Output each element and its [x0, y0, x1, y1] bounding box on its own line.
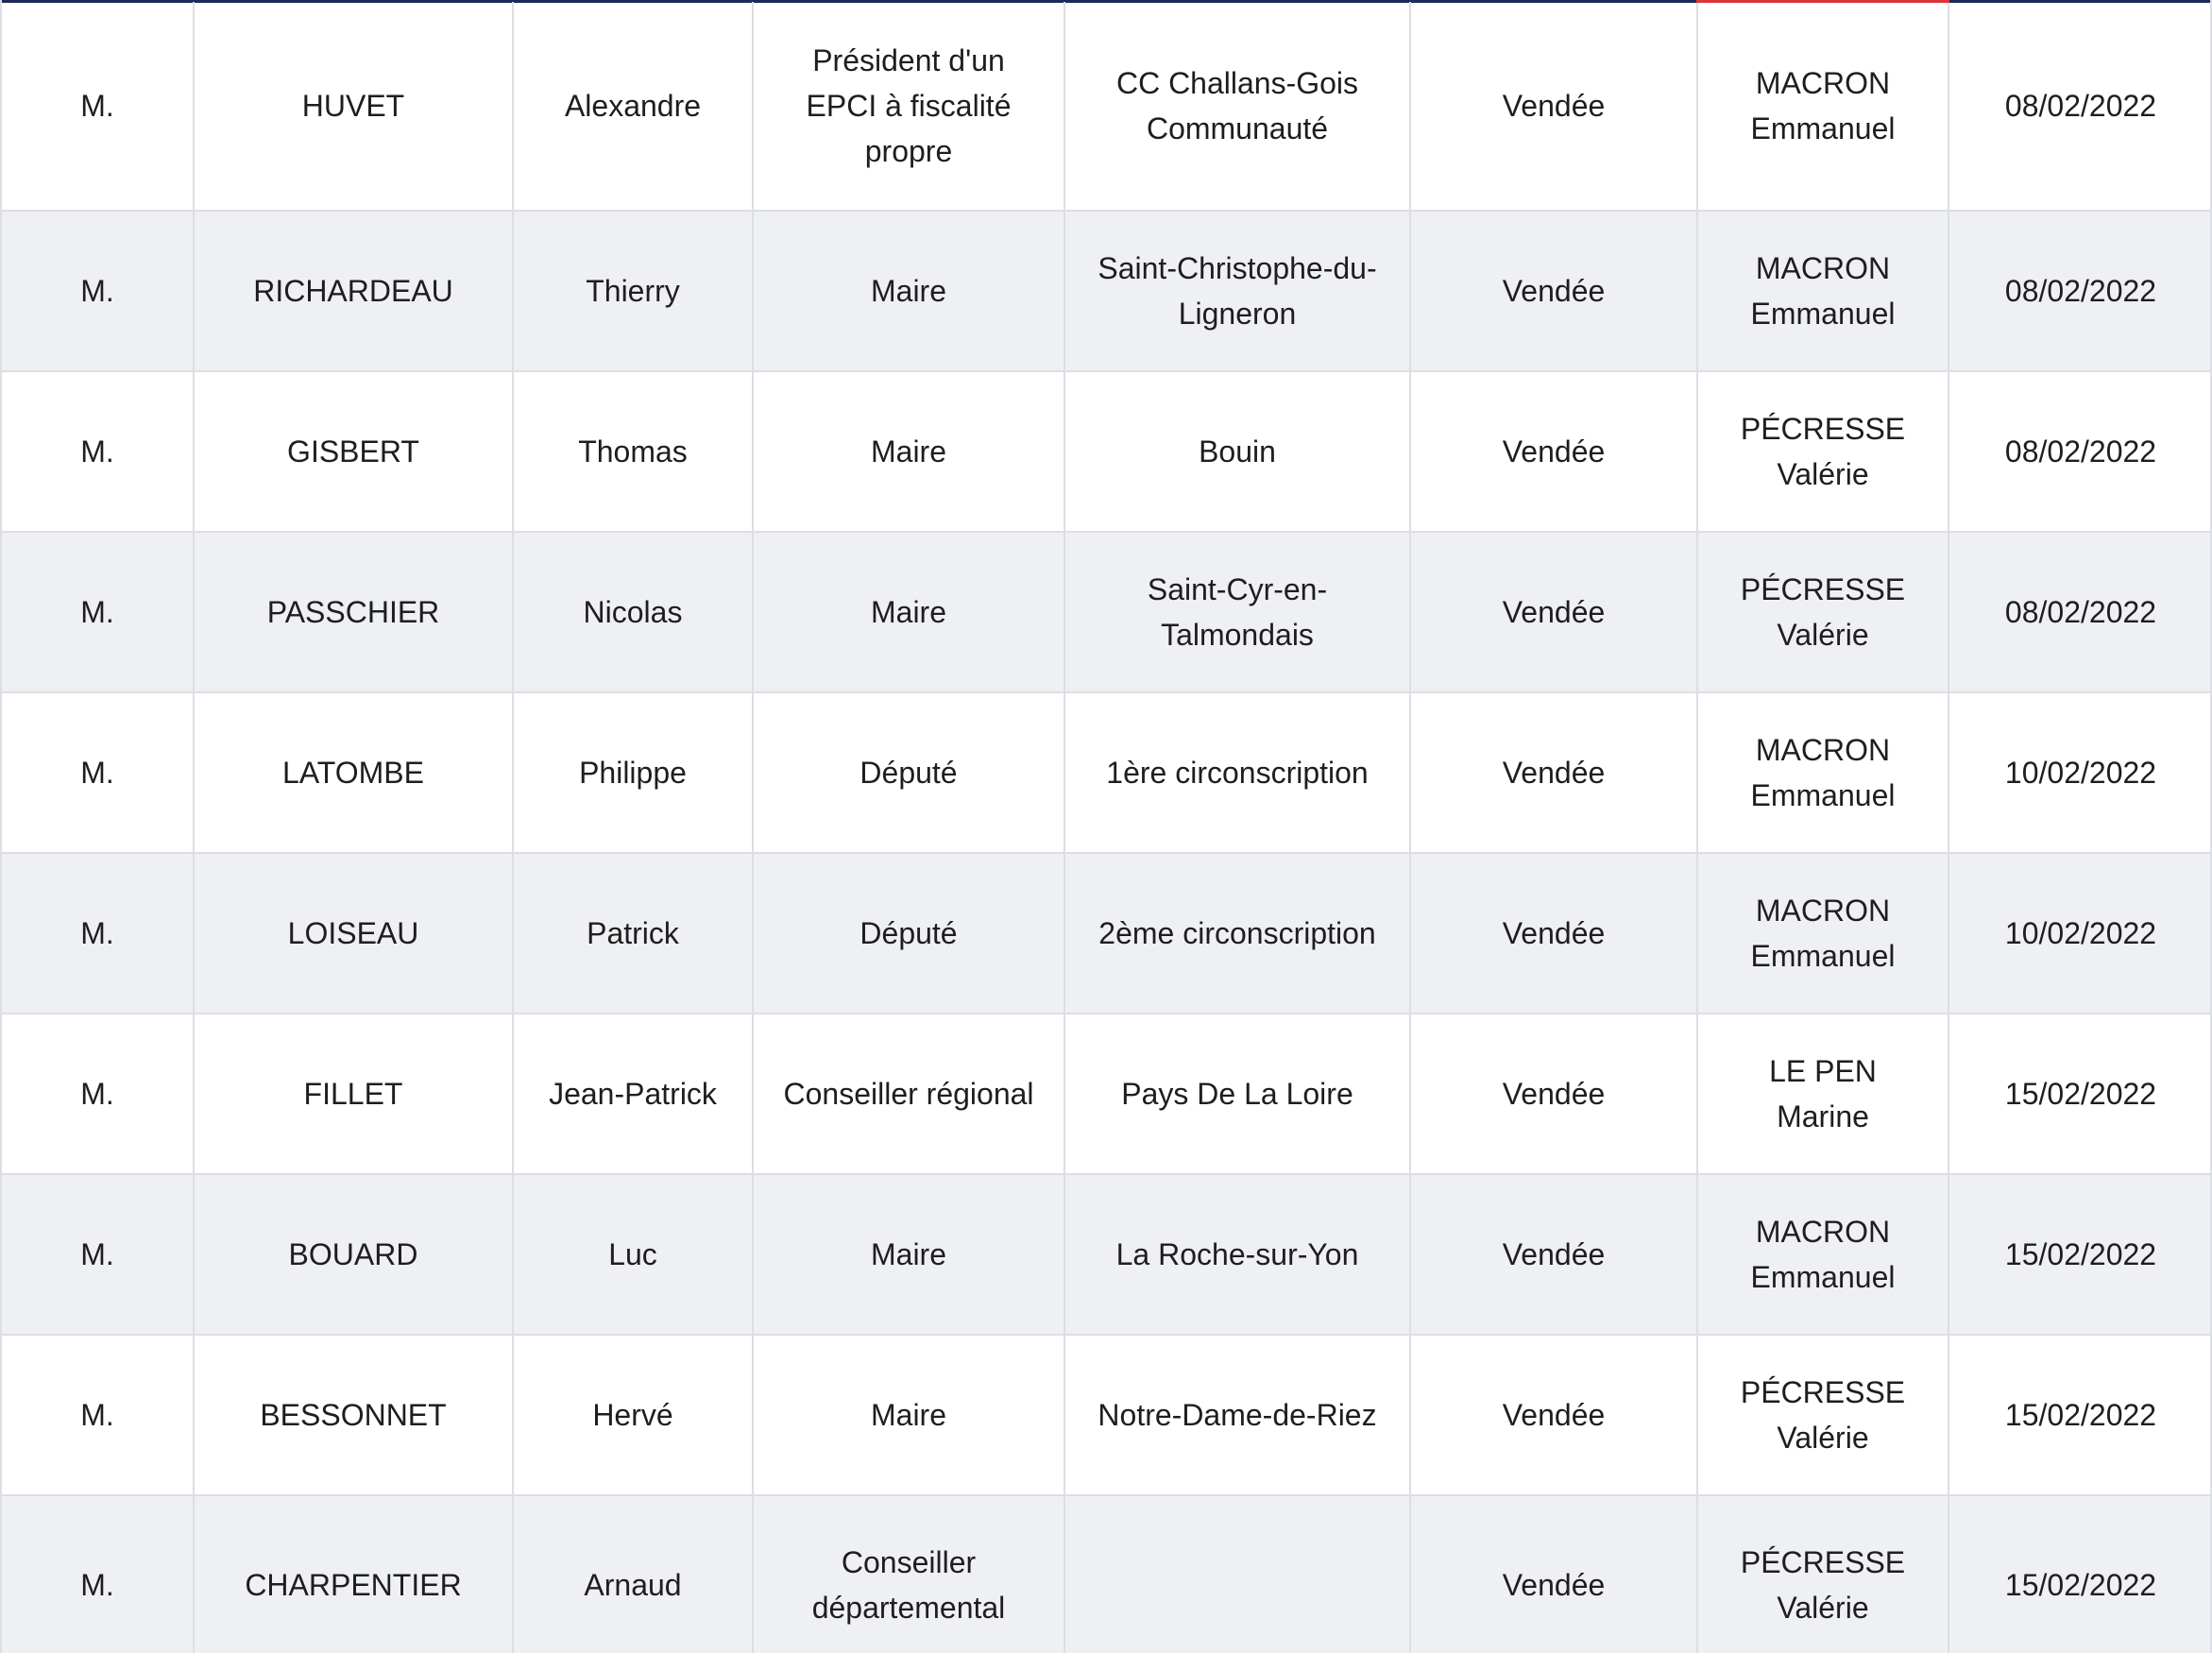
cell-nom: RICHARDEAU: [194, 211, 513, 371]
cell-mandat: Maire: [753, 1335, 1064, 1495]
cell-civilite: M.: [1, 1174, 194, 1335]
cell-departement: Vendée: [1410, 853, 1697, 1014]
cell-departement: Vendée: [1410, 692, 1697, 853]
cell-date-publication: 10/02/2022: [1948, 853, 2212, 1014]
cell-departement: Vendée: [1410, 1014, 1697, 1174]
cell-prenom: Philippe: [513, 692, 753, 853]
cell-mandat: Maire: [753, 532, 1064, 692]
cell-candidat: MACRON Emmanuel: [1697, 211, 1948, 371]
table-row: [1, 853, 2212, 1014]
cell-candidat: MACRON Emmanuel: [1697, 692, 1948, 853]
cell-nom: HUVET: [194, 2, 513, 211]
cell-circonscription: La Roche-sur-Yon: [1064, 1174, 1410, 1335]
cell-candidat: MACRON Emmanuel: [1697, 853, 1948, 1014]
cell-civilite: M.: [1, 1335, 194, 1495]
cell-nom: LOISEAU: [194, 853, 513, 1014]
cell-candidat: LE PEN Marine: [1697, 1014, 1948, 1174]
table-left-edge: [0, 0, 2, 1653]
cell-prenom: Patrick: [513, 853, 753, 1014]
cell-civilite: M.: [1, 211, 194, 371]
cell-civilite: M.: [1, 1495, 194, 1653]
cell-mandat: Maire: [753, 211, 1064, 371]
cell-circonscription: 2ème circonscription: [1064, 853, 1410, 1014]
cell-circonscription: Notre-Dame-de-Riez: [1064, 1335, 1410, 1495]
cell-date-publication: 15/02/2022: [1948, 1174, 2212, 1335]
cell-nom: PASSCHIER: [194, 532, 513, 692]
cell-mandat: Député: [753, 692, 1064, 853]
table-body: [1, 2, 2212, 1653]
cell-nom: GISBERT: [194, 371, 513, 532]
cell-nom: FILLET: [194, 1014, 513, 1174]
cell-circonscription: [1064, 1495, 1410, 1653]
cell-mandat: Député: [753, 853, 1064, 1014]
cell-date-publication: 08/02/2022: [1948, 371, 2212, 532]
cell-date-publication: 15/02/2022: [1948, 1335, 2212, 1495]
cell-mandat: Conseiller départemental: [753, 1495, 1064, 1653]
cell-circonscription: 1ère circonscription: [1064, 692, 1410, 853]
table-row: [1, 532, 2212, 692]
cell-date-publication: 10/02/2022: [1948, 692, 2212, 853]
table-row: [1, 692, 2212, 853]
cell-nom: BESSONNET: [194, 1335, 513, 1495]
cell-prenom: Jean-Patrick: [513, 1014, 753, 1174]
cell-candidat: PÉCRESSE Valérie: [1697, 1335, 1948, 1495]
cell-prenom: Nicolas: [513, 532, 753, 692]
cell-nom: BOUARD: [194, 1174, 513, 1335]
cell-departement: Vendée: [1410, 1174, 1697, 1335]
cell-circonscription: Saint-Cyr-en-Talmondais: [1064, 532, 1410, 692]
cell-circonscription: Pays De La Loire: [1064, 1014, 1410, 1174]
cell-candidat: PÉCRESSE Valérie: [1697, 371, 1948, 532]
table-row: [1, 1014, 2212, 1174]
cell-candidat: MACRON Emmanuel: [1697, 2, 1948, 211]
cell-civilite: M.: [1, 692, 194, 853]
cell-departement: Vendée: [1410, 532, 1697, 692]
cell-departement: Vendée: [1410, 1335, 1697, 1495]
cell-circonscription: Bouin: [1064, 371, 1410, 532]
cell-civilite: M.: [1, 2, 194, 211]
cell-candidat: PÉCRESSE Valérie: [1697, 1495, 1948, 1653]
table-row: [1, 371, 2212, 532]
cell-date-publication: 15/02/2022: [1948, 1495, 2212, 1653]
cell-mandat: Président d'un EPCI à fiscalité propre: [753, 2, 1064, 211]
cell-mandat: Maire: [753, 371, 1064, 532]
cell-prenom: Arnaud: [513, 1495, 753, 1653]
cell-civilite: M.: [1, 532, 194, 692]
cell-departement: Vendée: [1410, 2, 1697, 211]
cell-date-publication: 08/02/2022: [1948, 532, 2212, 692]
cell-departement: Vendée: [1410, 1495, 1697, 1653]
table-row: [1, 1174, 2212, 1335]
table-row: [1, 1495, 2212, 1653]
cell-mandat: Conseiller régional: [753, 1014, 1064, 1174]
cell-departement: Vendée: [1410, 371, 1697, 532]
cell-civilite: M.: [1, 853, 194, 1014]
cell-nom: CHARPENTIER: [194, 1495, 513, 1653]
cell-circonscription: CC Challans-Gois Communauté: [1064, 2, 1410, 211]
cell-nom: LATOMBE: [194, 692, 513, 853]
cell-prenom: Hervé: [513, 1335, 753, 1495]
cell-civilite: M.: [1, 371, 194, 532]
table-row: [1, 1335, 2212, 1495]
cell-prenom: Luc: [513, 1174, 753, 1335]
table-row: [1, 2, 2212, 211]
cell-prenom: Thierry: [513, 211, 753, 371]
cell-candidat: PÉCRESSE Valérie: [1697, 532, 1948, 692]
cell-date-publication: 15/02/2022: [1948, 1014, 2212, 1174]
cell-prenom: Alexandre: [513, 2, 753, 211]
cell-departement: Vendée: [1410, 211, 1697, 371]
table-row: [1, 211, 2212, 371]
cell-circonscription: Saint-Christophe-du-Ligneron: [1064, 211, 1410, 371]
cell-mandat: Maire: [753, 1174, 1064, 1335]
cell-civilite: M.: [1, 1014, 194, 1174]
cell-candidat: MACRON Emmanuel: [1697, 1174, 1948, 1335]
cell-date-publication: 08/02/2022: [1948, 2, 2212, 211]
cell-prenom: Thomas: [513, 371, 753, 532]
cell-date-publication: 08/02/2022: [1948, 211, 2212, 371]
